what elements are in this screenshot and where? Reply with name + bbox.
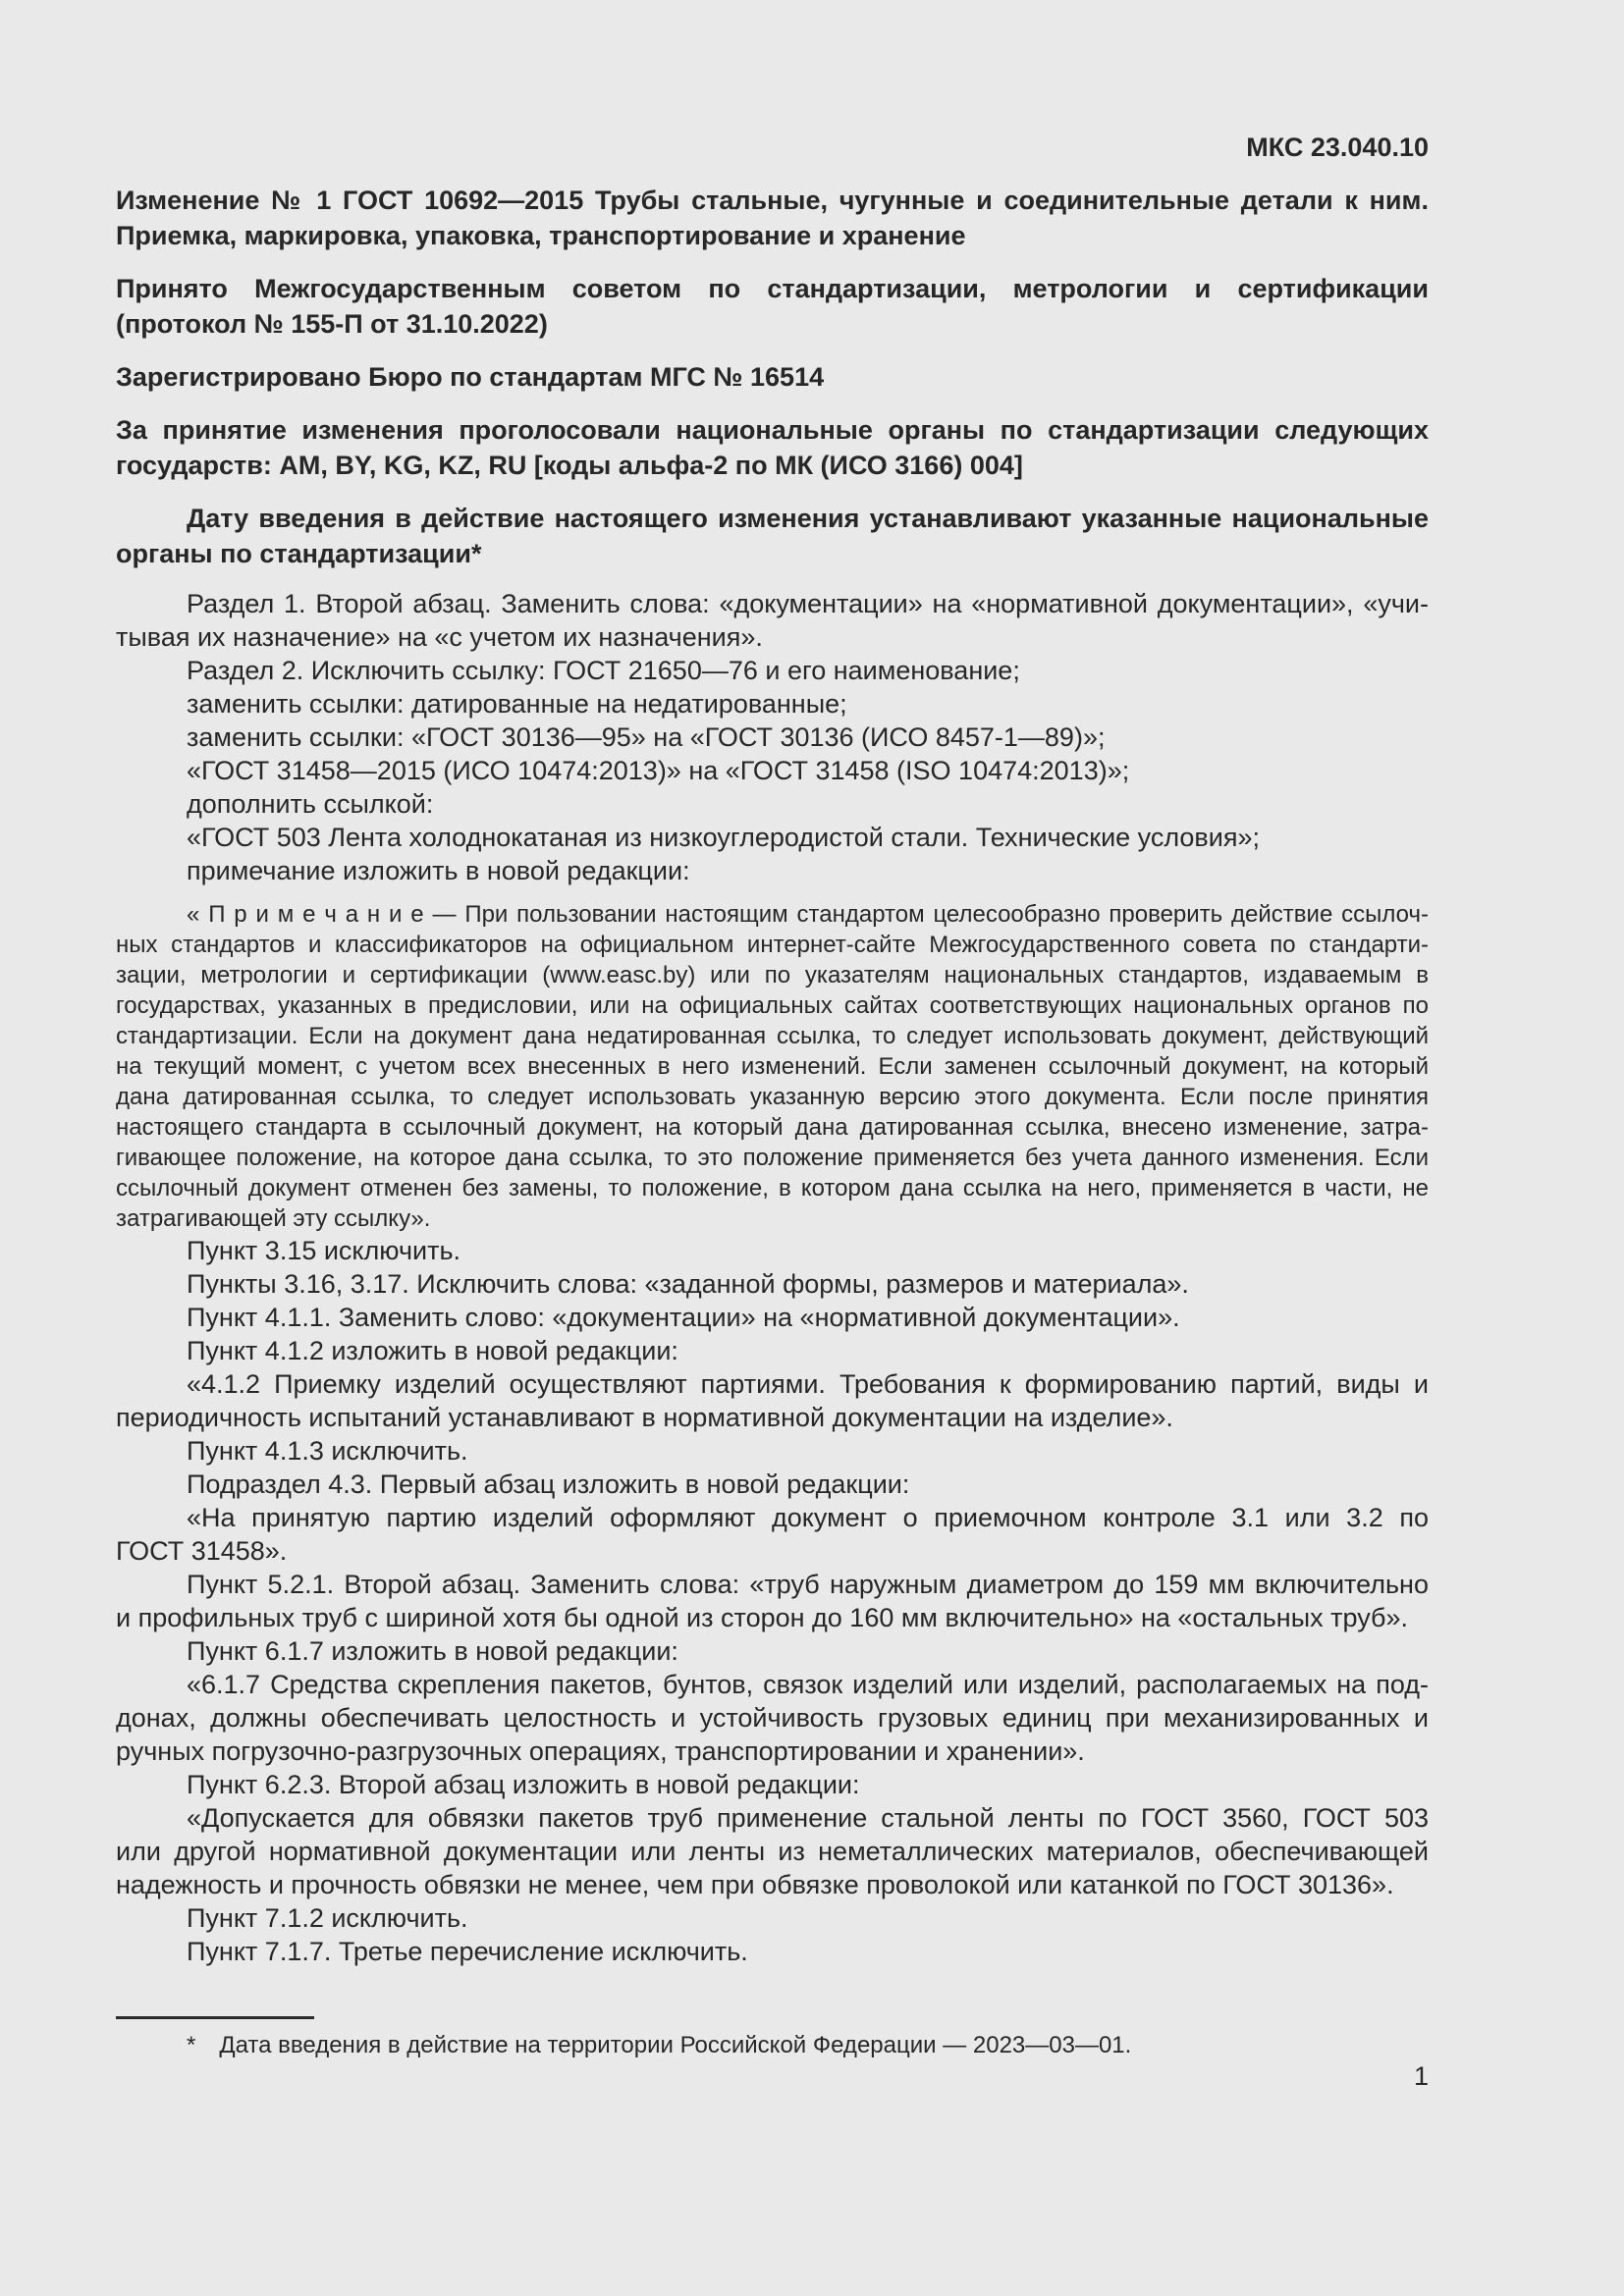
paragraph-body (116, 1801, 1429, 1901)
paragraph-body (116, 1267, 1429, 1301)
text-line: Раздел 2. Исключить ссылку: ГОСТ 21650—76 и его наименование; (187, 656, 1020, 685)
text-line: Изменение № 1 ГОСТ 10692—2015 Трубы стальные, чугунные и соединительные детали к ним. (116, 186, 1429, 215)
text-line: Пункт 4.1.2 изложить в новой редакции: (187, 1336, 678, 1365)
text-line: заменить ссылки: «ГОСТ 30136—95» на «ГОСТ 30136 (ИСО 8457-1—89)»; (187, 722, 1106, 752)
paragraph-body (116, 821, 1429, 854)
paragraph-body (116, 654, 1429, 687)
paragraph-body (116, 787, 1429, 821)
text-line: донах, должны обеспечивать целостность и устойчивость грузовых единиц при механизированных и (116, 1703, 1429, 1733)
footnote-rule (116, 2016, 314, 2019)
paragraph-body (116, 1568, 1429, 1634)
paragraph-body (116, 754, 1429, 787)
document-body (116, 183, 1429, 1968)
text-line: Пункт 7.1.2 исключить. (187, 1903, 468, 1933)
document (116, 130, 1429, 1968)
text-line: Пункт 3.15 исключить. (187, 1236, 461, 1265)
text-line: стандартизации. Если на документ дана недатированная ссылка, то следует использовать документ, действующий (116, 1023, 1429, 1049)
text-line: За принятие изменения проголосовали национальные органы по стандартизации следующих (116, 415, 1429, 445)
text-line: «4.1.2 Приемку изделий осуществляют партиями. Требования к формированию партий, виды и (187, 1369, 1429, 1399)
text-line: «ГОСТ 31458—2015 (ИСО 10474:2013)» на «ГОСТ 31458 (ISO 10474:2013)»; (187, 756, 1130, 785)
paragraph-intro (116, 412, 1429, 483)
paragraph-body (116, 587, 1429, 654)
page-number: 1 (1413, 2061, 1429, 2091)
text-line: Пункт 4.1.1. Заменить слово: «документации» на «нормативной документации». (187, 1303, 1180, 1332)
paragraph-intro (116, 359, 1429, 395)
text-line: дана датированная ссылка, то следует использовать указанную версию этого документа. Если после принятия (116, 1084, 1429, 1110)
text-line: дополнить ссылкой: (187, 789, 434, 819)
text-line: надежность и прочность обвязки не менее, чем при обвязке проволокой или катанкой по ГОСТ 30136». (116, 1870, 1394, 1899)
text-line: ных стандартов и классификаторов на официальном интернет-сайте Межгосударственного совета по стандарти- (116, 932, 1429, 958)
text-line: ГОСТ 31458». (116, 1536, 288, 1566)
paragraph-body (116, 1768, 1429, 1801)
text-line: или другой нормативной документации или ленты из неметаллических материалов, обеспечивающей (116, 1837, 1429, 1866)
paragraph-body (116, 1634, 1429, 1668)
text-line: Пункты 3.16, 3.17. Исключить слова: «заданной формы, размеров и материала». (187, 1269, 1189, 1299)
text-line: примечание изложить в новой редакции: (187, 856, 690, 885)
paragraph-body (116, 687, 1429, 721)
paragraph-body (116, 721, 1429, 754)
text-line: ручных погрузочно-разгрузочных операциях, транспортировании и хранении». (116, 1736, 1085, 1766)
text-line: государств: AM, BY, KG, KZ, RU [коды альфа-2 по МК (ИСО 3166) 004] (116, 451, 1023, 480)
text-line: на текущий момент, с учетом всех внесенных в него изменений. Если заменен ссылочный документ, на который (116, 1053, 1429, 1080)
text-line: Подраздел 4.3. Первый абзац изложить в новой редакции: (187, 1469, 910, 1499)
text-line: Зарегистрировано Бюро по стандартам МГС № 16514 (116, 362, 825, 392)
text-line: Пункт 6.2.3. Второй абзац изложить в новой редакции: (187, 1770, 860, 1799)
text-line: «На принятую партию изделий оформляют документ о приемочном контроле 3.1 или 3.2 по (187, 1503, 1429, 1532)
paragraph-intro (116, 183, 1429, 253)
text-line: « П р и м е ч а н и е — При пользовании настоящим стандартом целесообразно проверить действие ссылоч- (187, 901, 1429, 928)
footnote (116, 2030, 1429, 2060)
text-line: Дату введения в действие настоящего изменения устанавливают указанные национальные (187, 504, 1429, 533)
paragraph-body (116, 1501, 1429, 1568)
paragraph-body (116, 854, 1429, 887)
text-line: Приемка, маркировка, упаковка, транспортирование и хранение (116, 221, 966, 250)
paragraph-body (116, 1668, 1429, 1768)
footnote-marker: * (187, 2032, 196, 2058)
text-line: настоящего стандарта в ссылочный документ, на который дана датированная ссылка, внесено изменение, затра- (116, 1114, 1429, 1141)
paragraph-intro (116, 271, 1429, 342)
text-line: и профильных труб с шириной хотя бы одной из сторон до 160 мм включительно» на «остальных труб». (116, 1603, 1408, 1632)
paragraph-body (116, 1935, 1429, 1968)
text-line: затрагивающей эту ссылку». (116, 1205, 431, 1232)
footnote-text: Дата введения в действие на территории Российской Федерации — 2023—03—01. (219, 2032, 1132, 2058)
text-line: Принято Межгосударственным советом по стандартизации, метрологии и сертификации (116, 274, 1429, 303)
text-line: «ГОСТ 503 Лента холоднокатаная из низкоуглеродистой стали. Технические условия»; (187, 823, 1260, 852)
text-line: Пункт 4.1.3 исключить. (187, 1436, 468, 1466)
paragraph-note (116, 899, 1429, 1234)
text-line: «6.1.7 Средства скрепления пакетов, бунтов, связок изделий или изделий, располагаемых на под- (187, 1670, 1429, 1699)
paragraph-body (116, 1301, 1429, 1334)
text-line: (протокол № 155-П от 31.10.2022) (116, 309, 548, 339)
text-line: ссылочный документ отменен без замены, то положение, в котором дана ссылка на него, применяется в части, не (116, 1175, 1429, 1201)
text-line: Пункт 6.1.7 изложить в новой редакции: (187, 1636, 678, 1666)
text-line: Пункт 7.1.7. Третье перечисление исключить. (187, 1937, 748, 1966)
paragraph-intro (116, 501, 1429, 571)
mks-classification-code: МКС 23.040.10 (1246, 133, 1429, 162)
paragraph-body (116, 1334, 1429, 1367)
paragraph-body (116, 1434, 1429, 1468)
footnote-line (116, 2030, 1429, 2060)
text-line: органы по стандартизации* (116, 539, 482, 568)
paragraph-body (116, 1468, 1429, 1501)
text-line: тывая их назначение» на «с учетом их назначения». (116, 622, 763, 652)
text-line: Раздел 1. Второй абзац. Заменить слова: «документации» на «нормативной документации», «учи- (187, 589, 1429, 618)
text-line: заменить ссылки: датированные на недатированные; (187, 689, 847, 719)
text-line: гивающее положение, на которое дана ссылка, то это положение применяется без учета данного изменения. Если (116, 1145, 1429, 1171)
text-line: зации, метрологии и сертификации (www.easc.by) или по указателям национальных стандартов, издаваемым в (116, 962, 1429, 988)
paragraph-body (116, 1901, 1429, 1935)
text-line: «Допускается для обвязки пакетов труб применение стальной ленты по ГОСТ 3560, ГОСТ 503 (187, 1803, 1429, 1833)
text-line: государствах, указанных в предисловии, или на официальных сайтах соответствующих национальных органов по (116, 992, 1429, 1019)
paragraph-body (116, 1367, 1429, 1434)
text-line: периодичность испытаний устанавливают в нормативной документации на изделие». (116, 1403, 1173, 1432)
text-line: Пункт 5.2.1. Второй абзац. Заменить слова: «труб наружным диаметром до 159 мм включительно (187, 1570, 1429, 1599)
paragraph-body (116, 1234, 1429, 1267)
